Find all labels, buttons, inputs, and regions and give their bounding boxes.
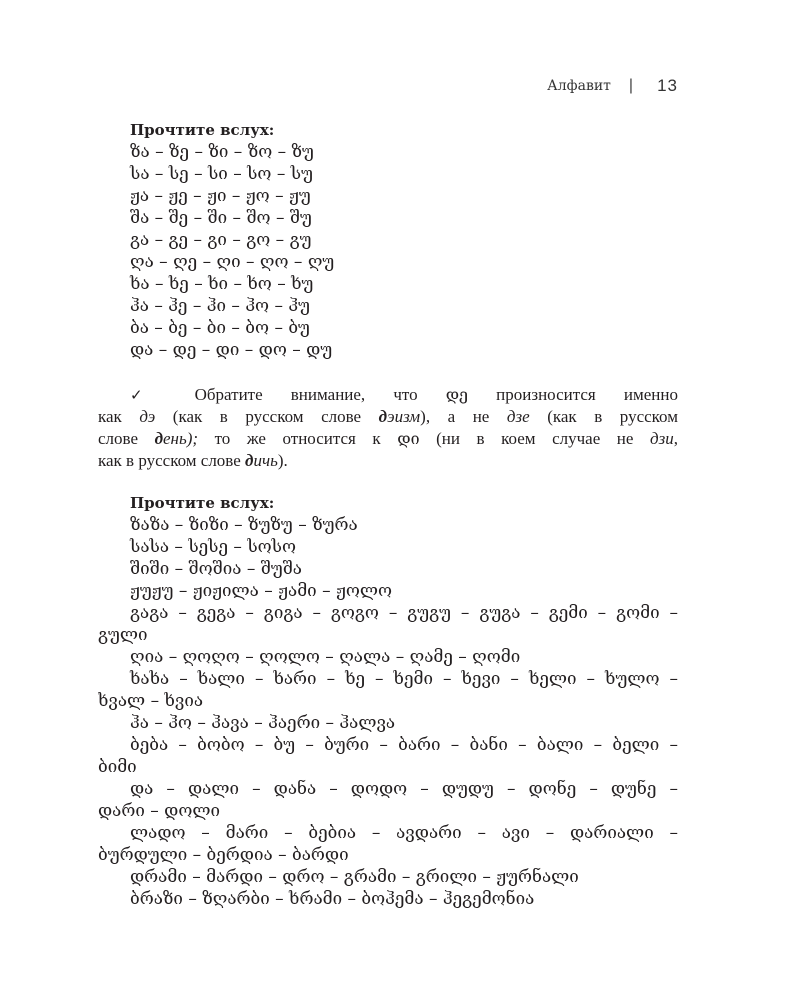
note-text: ), а не	[420, 407, 507, 426]
exercise-2	[98, 492, 678, 910]
note-text: ,	[673, 429, 678, 448]
note-line	[98, 384, 678, 406]
syllable-row: გა – გე – გი – გო – გუ	[130, 230, 312, 250]
word-row-continuation: ბიმი	[98, 757, 137, 777]
word-row: ღია – ღოღო – ღოლო – ღალა – ღამე – ღომი	[130, 647, 521, 667]
running-header-separator: |	[628, 77, 634, 94]
word-row: და – დალი – დანა – დოდო – დუდუ – დონე – დუნე –	[130, 779, 678, 799]
note-text: как	[98, 407, 140, 426]
word-row: ბება – ბობო – ბუ – ბური – ბარი – ბანი – ბალი – ბელი –	[130, 735, 678, 755]
syllable-row: და – დე – დი – დო – დუ	[130, 340, 333, 360]
note-georgian: დი	[397, 429, 420, 448]
word-row-continuation: ბურდული – ბერდია – ბარდი	[98, 845, 349, 865]
syllable-row: ბა – ბე – ბი – ბო – ბუ	[130, 318, 310, 338]
note-text: Обратите внимание, что	[166, 385, 446, 404]
exercise-1-title: Прочтите вслух:	[130, 121, 275, 139]
note-italic: эизм	[387, 407, 421, 426]
word-row: ზაზა – ზიზი – ზუზუ – ზურა	[130, 515, 358, 535]
note-text: слове	[98, 429, 155, 448]
note-bold-italic: д	[154, 429, 163, 448]
note-georgian: დე	[445, 385, 469, 404]
note-italic: ичь	[253, 451, 278, 470]
syllable-row: ჟა – ჟე – ჟი – ჟო – ჟუ	[130, 186, 311, 206]
exercise-1	[98, 119, 678, 361]
note-text: то же относится к	[198, 429, 398, 448]
note-text: (как в русском	[529, 407, 678, 426]
note-line	[98, 450, 678, 472]
note-italic: ень);	[163, 429, 199, 448]
checkmark-icon: ✓	[130, 386, 167, 404]
syllable-row: შა – შე – ში – შო – შუ	[130, 208, 312, 228]
page-number: 13	[657, 76, 678, 95]
note-line	[98, 428, 678, 450]
syllable-row: სა – სე – სი – სო – სუ	[130, 164, 313, 184]
syllable-row: ხა – ხე – ხი – ხო – ხუ	[130, 274, 314, 294]
note-text: ).	[277, 451, 288, 470]
word-row-continuation: დარი – დოლი	[98, 801, 221, 821]
exercise-2-title: Прочтите вслух:	[130, 494, 275, 512]
note-italic: дэ	[139, 407, 156, 426]
pronunciation-note	[98, 384, 678, 472]
word-row: ჰა – ჰო – ჰავა – ჰაერი – ჰალვა	[130, 713, 396, 733]
word-row: გაგა – გეგა – გიგა – გოგო – გუგუ – გუგა – გემი – გომი –	[130, 603, 678, 623]
word-row: ჟუჟუ – ჟიჟილა – ჟამი – ჟოლო	[130, 581, 393, 601]
note-bold-italic: д	[245, 451, 254, 470]
word-row: ბრაზი – ზღარბი – ხრამი – ბოჰემა – ჰეგემონია	[130, 889, 535, 909]
word-row-continuation: გული	[98, 625, 148, 645]
note-text: произносится именно	[468, 385, 678, 404]
running-header	[547, 76, 678, 96]
word-row: სასა – სესე – სოსო	[130, 537, 297, 557]
note-line	[98, 406, 678, 428]
syllable-row: ჰა – ჰე – ჰი – ჰო – ჰუ	[130, 296, 310, 316]
word-row: დრამი – მარდი – დრო – გრამი – გრილი – ჟურნალი	[130, 867, 579, 887]
running-header-section: Алфавит	[547, 78, 611, 94]
note-text: как в русском слове	[98, 451, 246, 470]
word-row: ლადო – მარი – ბებია – ავდარი – ავი – დარიალი –	[130, 823, 678, 843]
page-body	[98, 119, 678, 910]
note-italic: дзи	[650, 429, 674, 448]
word-row: შიში – შოშია – შუშა	[130, 559, 302, 579]
note-text: (ни в коем случае не	[419, 429, 651, 448]
note-italic: дзе	[506, 407, 530, 426]
word-row: ხახა – ხალი – ხარი – ხე – ხემი – ხევი – ხელი – ხულო –	[130, 669, 678, 689]
syllable-row: ღა – ღე – ღი – ღო – ღუ	[130, 252, 335, 272]
syllable-row: ზა – ზე – ზი – ზო – ზუ	[130, 142, 314, 162]
note-bold-italic: д	[378, 407, 388, 426]
note-text: (как в русском слове	[155, 407, 379, 426]
word-row-continuation: ხვალ – ხვია	[98, 691, 204, 711]
